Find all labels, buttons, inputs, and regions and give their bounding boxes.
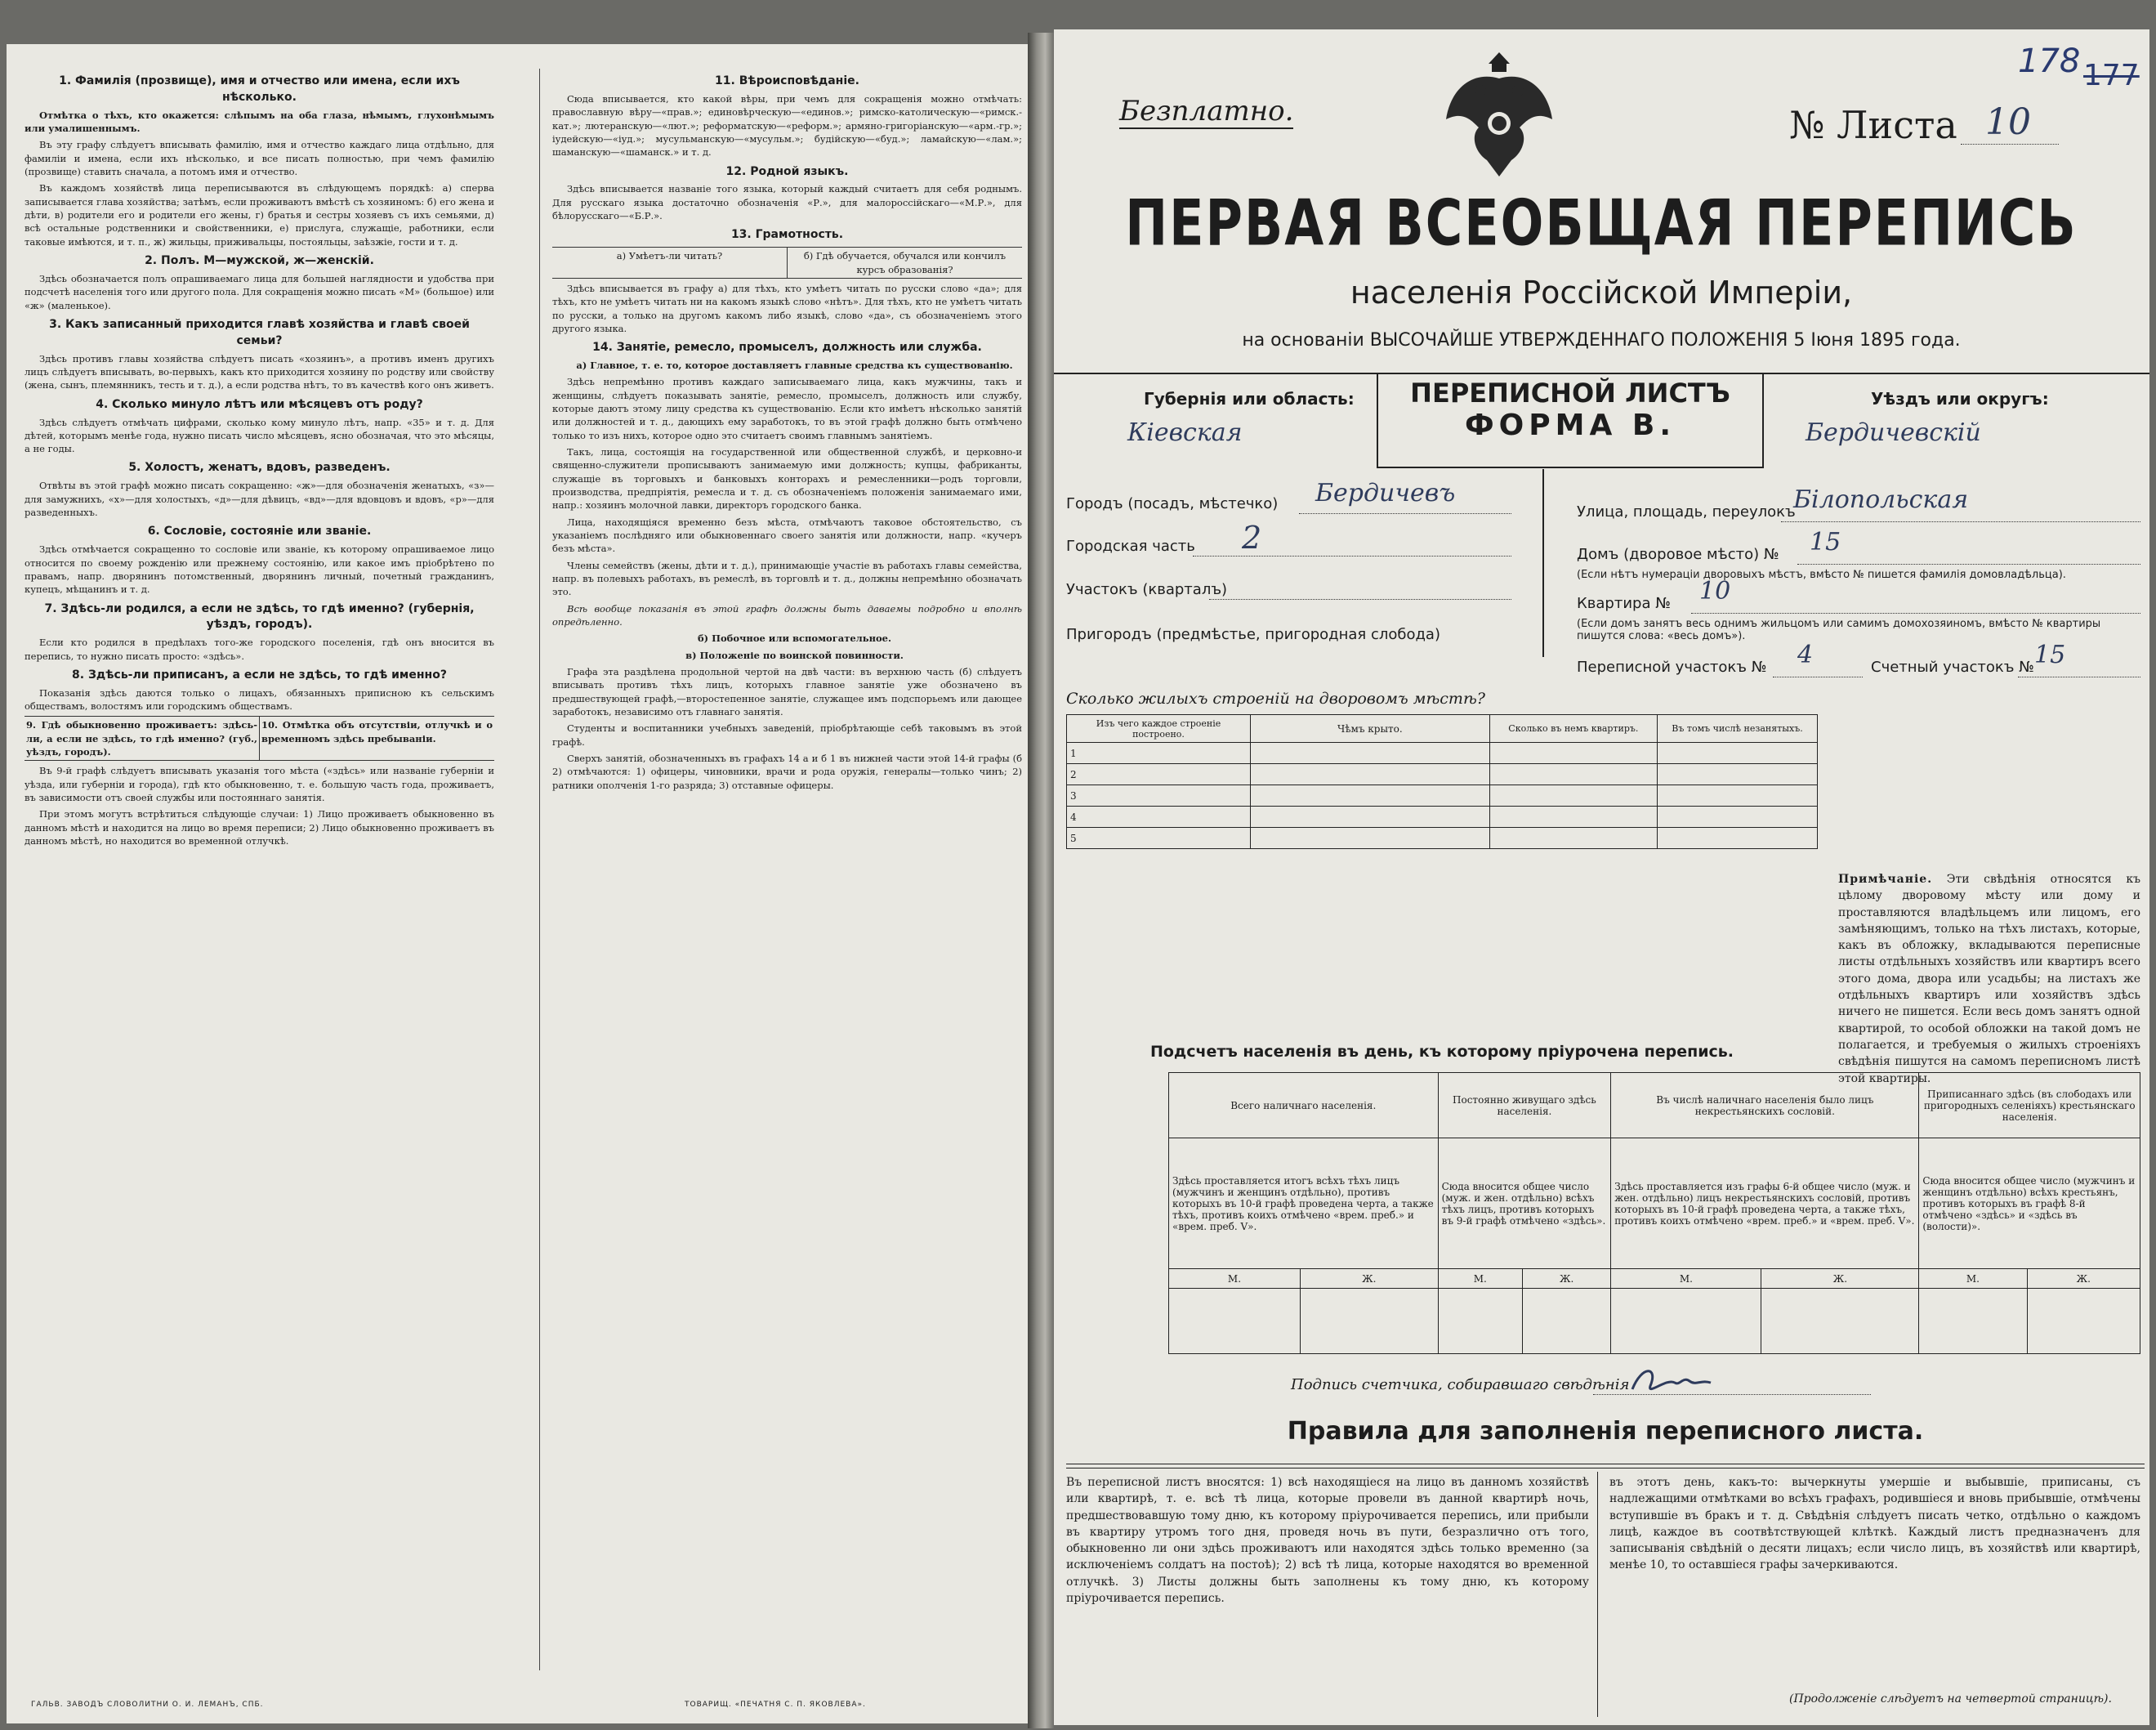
house-label: Домъ (дворовое мѣсто) №	[1577, 546, 1779, 563]
text: Такъ, лица, состоящія на государственной или общественной службѣ, и церковно-и священно-служители прописываютъ занимаемую ими должность; купцы, фабриканты, служащіе въ торговыхъ и банковыхъ конторахъ и ремесленники—родъ торговли, производства, предпріятія, ремесла и т. д. съ обозначеніемъ положенія занимаемаго ими, напр.: хозяинъ молочной лавки, директоръ городского банка.	[552, 446, 1022, 512]
left-page	[7, 44, 1028, 1723]
census-district-label: Переписной участокъ №	[1577, 659, 1767, 676]
table-row: 5	[1067, 828, 1251, 849]
text: Показанія здѣсь даются только о лицахъ, обязанныхъ приписною къ сельскимъ обществамъ, волостямъ или городскимъ обществамъ.	[25, 686, 494, 713]
sheet-number-value: 10	[1985, 101, 2031, 143]
flat-note: (Если домъ занятъ весь однимъ жильцомъ или самимъ домохозяиномъ, вмѣсто № квартиры пишутся слова: «весь домъ»).	[1577, 618, 2101, 642]
archive-page-number: 178	[2018, 42, 2081, 80]
text: Отмѣтка о тѣхъ, кто окажется: слѣпымъ на оба глаза, нѣмымъ, глухонѣмымъ или умалишеннымъ.	[25, 109, 494, 135]
male-col: М.	[1169, 1269, 1301, 1289]
note-heading: Примѣчаніе.	[1838, 873, 1933, 886]
archive-page-number-old: 177	[2083, 59, 2140, 92]
text: Здѣсь обозначается полъ опрашиваемаго лица для большей наглядности и удобства при подсчетѣ населенія того или другого пола. Для сокращенія можно писать «М» (большое) или «ж» (маленькое).	[25, 272, 494, 311]
city-part-value: 2	[1242, 520, 1262, 556]
tally-header: Приписаннаго здѣсь (въ слободахъ или пригородныхъ селеніяхъ) крестьянскаго населенія.	[1919, 1073, 2140, 1138]
printer-note-left: ГАЛЬВ. ЗАВОДЪ СЛОВОЛИТНИ О. И. ЛЕМАНЪ, СПБ.	[31, 1701, 264, 1709]
text: Члены семействъ (жены, дѣти и т. д.), принимающіе участіе въ работахъ главы семейства, напр. въ полевыхъ работахъ, въ ремеслѣ, въ торговлѣ и т. д., должны непремѣнно обозначать это.	[552, 559, 1022, 598]
form-title: ПЕРЕПИСНОЙ ЛИСТЪ	[1410, 378, 1730, 409]
suburb-label: Пригородъ (предмѣстье, пригородная слобода)	[1066, 626, 1440, 643]
subheading: в) Положеніе по воинской повинности.	[685, 649, 904, 661]
heading-1: 1. Фамилія (прозвище), имя и отчество или имена, если ихъ нѣсколько.	[59, 74, 460, 104]
house-note: (Если нѣтъ нумераціи дворовыхъ мѣстъ, вмѣсто № пишется фамилія домовладѣльца).	[1577, 569, 2066, 581]
heading-6: 6. Сословіе, состояніе или званіе.	[147, 525, 372, 539]
tally-desc: Сюда вносится общее число (мужчинъ и женщинъ отдѣльно) всѣхъ крестьянъ, противъ которыхъ въ графѣ 8-й отмѣчено «здѣсь» и «здѣсь въ (волости)».	[1919, 1138, 2140, 1269]
free-label: Безплатно.	[1119, 95, 1294, 127]
house-value: 15	[1810, 528, 1841, 557]
street-label: Улица, площадь, переулокъ	[1577, 503, 1796, 521]
uezd-value: Бердичевскій	[1806, 418, 1981, 447]
text: Всѣ вообще показанія въ этой графѣ должны быть даваемы подробно и вполнѣ опредѣленно.	[552, 602, 1022, 628]
heading-9: 9. Гдѣ обыкновенно проживаетъ: здѣсь-ли, а если не здѣсь, то гдѣ именно? (губ., уѣздъ, городъ).	[25, 717, 260, 760]
table-row: 1	[1067, 743, 1251, 764]
text: Здѣсь отмѣчается сокращенно то сословіе или званіе, къ которому опрашиваемое лицо относится по своему рожденію или прежнему состоянію, или какое имъ пріобрѣтено по правамъ, напр. дворянинъ потомственный, дворянинъ личный, почетный гражданинъ, купецъ, мѣщанинъ и т. д.	[25, 543, 494, 596]
heading-4: 4. Сколько минуло лѣтъ или мѣсяцевъ отъ роду?	[96, 397, 423, 411]
table-row: 4	[1067, 807, 1251, 828]
male-col: М.	[1611, 1269, 1761, 1289]
buildings-header: Чѣмъ крыто.	[1251, 715, 1490, 743]
city-label: Городъ (посадъ, мѣстечко)	[1066, 495, 1279, 512]
rules-right-column: въ этотъ день, какъ-то: вычеркнуты умершіе и выбывшіе, приписаны, съ надлежащими отмѣтками во всѣхъ графахъ, родившіеся и вновь прибывшіе, отмѣчены вступившіе въ бракъ и т. д. Свѣдѣнія слѣдуетъ писать четко, отдѣльно о каждомъ лицѣ, каждое въ соотвѣтствующей клѣткѣ. Каждый листъ предназначенъ для записыванія свѣдѣній о десяти лицахъ; если число лицъ, въ хозяйствѣ или квартирѣ, менѣе 10, то оставшіеся графы зачеркиваются.	[1609, 1476, 2140, 1572]
text: При этомъ могутъ встрѣтиться слѣдующіе случаи: 1) Лицо проживаетъ обыкновенно въ данномъ мѣстѣ и находится на лицо во время переписи; 2) Лицо обыкновенно проживаетъ въ данномъ мѣстѣ, но находится во временной отлучкѣ.	[25, 808, 494, 847]
counter-signature	[1626, 1361, 1716, 1402]
female-col: Ж.	[1522, 1269, 1610, 1289]
text: Отвѣты въ этой графѣ можно писать сокращенно: «ж»—для обозначенія женатыхъ, «з»—для замужнихъ, «х»—для холостыхъ, «д»—для дѣвицъ, «вд»—для вдовцовъ и вдовъ, «р»—для разведенныхъ.	[25, 480, 494, 519]
heading-14: 14. Занятіе, ремесло, промыселъ, должность или служба.	[592, 341, 982, 355]
heading-13: 13. Грамотность.	[730, 228, 844, 242]
literacy-question-a: а) Умѣетъ-ли читать?	[552, 248, 788, 278]
tally-desc: Здѣсь проставляется изъ графы 6-й общее число (муж. и жен. отдѣльно) лицъ некрестьянскихъ сословій, противъ которыхъ въ 10-й графѣ проведена черта, а также тѣхъ, противъ коихъ отмѣчено «врем. преб.» и «врем. преб. V».	[1611, 1138, 1919, 1269]
census-subtitle: населенія Россійской Имперіи,	[1350, 275, 1853, 311]
text: Здѣсь слѣдуетъ отмѣчать цифрами, сколько кому минуло лѣтъ, напр. «35» и т. д. Для дѣтей, которымъ менѣе года, нужно писать число мѣсяцевъ, ясно обозначая, что это мѣсяцы, а не годы.	[25, 416, 494, 455]
city-value: Бердичевъ	[1315, 479, 1456, 507]
flat-line	[1691, 613, 2140, 614]
heading-3: 3. Какъ записанный приходится главѣ хозяйства и главѣ своей семьи?	[49, 317, 470, 347]
left-column-2	[552, 69, 1022, 795]
text: Сюда вписывается, кто какой вѣры, при чемъ для сокращенія можно отмѣчать: православную вѣру—«прав.»; единовѣрческую—«единов.»; римско-католическую—«римск.-кат.»; лютеранскую—«лют.»; реформатскую—«реформ.»; армяно-григоріанскую—«арм.-гр.»; іудейскую—«іуд.»; мусульманскую—«мусульм.»; будійскую—«буд.»; ламайскую—«лам.»; шаманскую—«шаманск.» и т. д.	[552, 92, 1022, 159]
text: Здѣсь вписывается въ графу а) для тѣхъ, кто умѣетъ читать по русски слово «да»; для тѣхъ, кто не умѣетъ читать ни на какомъ языкѣ слово «нѣтъ». Для тѣхъ, кто не умѣетъ читать по русски, а только на другомъ какомъ либо языкѣ, слово «да», съ обозначеніемъ этого другого языка.	[552, 282, 1022, 334]
female-col: Ж.	[1761, 1269, 1919, 1289]
text: Здѣсь противъ главы хозяйства слѣдуетъ писать «хозяинъ», а противъ именъ другихъ лицъ слѣдуетъ вписывать, во-первыхъ, какъ кто приходится хозяину по родству или свойству (жена, сынъ, племянникъ, тесть и т. д.), а если родства нѣтъ, то въ качествѣ кого онъ живетъ.	[25, 352, 494, 391]
male-col: М.	[1919, 1269, 2027, 1289]
form-type: ФОРМА В.	[1464, 409, 1676, 442]
section-line	[1209, 599, 1511, 600]
text: Лица, находящіяся временно безъ мѣста, отмѣчаютъ таковое обстоятельство, съ указаніемъ послѣдняго или обыкновеннаго своего занятія или должности, напр. «кучеръ безъ мѣста».	[552, 516, 1022, 555]
gubernia-label: Губернія или область:	[1144, 389, 1355, 409]
buildings-table	[1066, 714, 1818, 849]
buildings-header: Изъ чего каждое строеніе построено.	[1067, 715, 1251, 743]
tally-header: Въ числѣ наличнаго населенія было лицъ некрестьянскихъ сословій.	[1611, 1073, 1919, 1138]
tally-table	[1168, 1072, 2140, 1354]
street-value: Білопольская	[1793, 485, 1969, 514]
flat-value: 10	[1699, 577, 1731, 606]
text: Здѣсь непремѣнно противъ каждаго записываемаго лица, какъ мужчины, такъ и женщины, слѣдуетъ показывать занятіе, ремесло, промыселъ, должность или службу, которые даютъ этому лицу средства къ существованію. Если кто имѣетъ нѣсколько занятій или должностей и т. д., дающихъ ему заработокъ, то въ этой графѣ должно быть отмѣчено только то изъ нихъ, которое одно это считаетъ своимъ главнымъ занятіемъ.	[552, 376, 1022, 441]
flat-label: Квартира №	[1577, 595, 1671, 612]
subheading: а) Главное, т. е. то, которое доставляетъ главные средства къ существованію.	[576, 360, 1013, 372]
city-part-label: Городская часть	[1066, 538, 1195, 555]
text: Въ 9-й графѣ слѣдуетъ вписывать указанія того мѣста («здѣсь» или названіе губерніи и уѣзда, или губерніи и города), гдѣ кто обыкновенно, т. е. большую часть года, проживаетъ, въ зависимости отъ своей службы или постояннаго занятія.	[25, 765, 494, 804]
sheet-number-line	[1961, 144, 2059, 145]
heading-7: 7. Здѣсь-ли родился, а если не здѣсь, то гдѣ именно? (губернія, уѣздъ, городъ).	[44, 601, 475, 632]
literacy-question-b: б) Гдѣ обучается, обучался или кончилъ курсъ образованія?	[803, 250, 1007, 275]
heading-11: 11. Вѣроисповѣданіе.	[715, 74, 859, 87]
part-line	[1193, 556, 1511, 557]
continued-note: (Продолженіе слѣдуетъ на четвертой страницѣ).	[1789, 1692, 2112, 1705]
table-row: 3	[1067, 785, 1251, 807]
rules-title: Правила для заполненія переписного листа.	[1287, 1417, 1924, 1446]
buildings-header: Въ томъ числѣ незанятыхъ.	[1658, 715, 1818, 743]
rules-rule	[1066, 1464, 2145, 1468]
text: Въ эту графу слѣдуетъ вписывать фамилію, имя и отчество каждаго лица отдѣльно, для фамиліи и имена, если ихъ нѣсколько, и все писать полностью, при чемъ фамилію (прозвище) ставить сначала, а потомъ имя и отчество.	[25, 139, 494, 178]
column-divider	[539, 69, 540, 1670]
city-line	[1299, 513, 1511, 514]
rules-left-column: Въ переписной листъ вносятся: 1) всѣ находящіеся на лицо въ данномъ хозяйствѣ или квартирѣ, т. е. всѣ тѣ лица, которые провели въ данной квартирѣ ночь, предшествовавшую тому дню, къ которому пріурочивается перепись, или прибыли въ квартиру утромъ того дня, проведя ночь въ пути, безразлично отъ того, обыкновенно ли они здѣсь проживаютъ или находятся здѣсь только временно (за исключеніемъ солдатъ на постоѣ); 2) всѣ тѣ лица, которые находятся во временной отлучкѣ. 3) Листы должны быть заполнены къ тому дню, къ которому пріурочивается перепись.	[1066, 1476, 1589, 1606]
text: Студенты и воспитанники учебныхъ заведеній, пріобрѣтающіе себѣ таковымъ въ этой графѣ.	[552, 722, 1022, 748]
double-headed-eagle-emblem	[1438, 46, 1560, 185]
buildings-header: Сколько въ немъ квартиръ.	[1489, 715, 1657, 743]
tally-desc: Здѣсь проставляется итогъ всѣхъ тѣхъ лицъ (мужчинъ и женщинъ отдѣльно), противъ которыхъ въ 10-й графѣ проведена черта, а также тѣхъ, противъ коихъ отмѣчено «врем. преб.» и «врем. преб. V».	[1169, 1138, 1439, 1269]
house-line	[1797, 564, 2140, 565]
rules-divider	[1597, 1472, 1598, 1717]
tally-header: Всего наличнаго населенія.	[1169, 1073, 1439, 1138]
census-district-value: 4	[1797, 641, 1814, 669]
gubernia-value: Кіевская	[1127, 418, 1243, 447]
signature-label: Подпись счетчика, собиравшаго свѣдѣнія	[1291, 1376, 1630, 1393]
uezd-label: Уѣздъ или округъ:	[1871, 389, 2049, 409]
text: Если кто родился в предѣлахъ того-же городского поселенія, гдѣ онъ вносится въ перепись, то нужно писать просто: «здѣсь».	[25, 637, 494, 662]
note-text: Эти свѣдѣнія относятся къ цѣлому дворовому мѣсту или дому и проставляются владѣльцемъ или лицомъ, его замѣняющимъ, только на тѣхъ листахъ, которые, какъ въ обложку, вкладываются переписные листы отдѣльныхъ хозяйствъ или квартиръ всего этого дома, двора или усадьбы; на листахъ же отдѣльныхъ квартиръ или хозяйствъ здѣсь ничего не пишется. Если весь домъ занятъ одной квартирой, то особой обложки на такой домъ не полагается, и требуемыя о жилыхъ строеніяхъ свѣдѣнія пишутся на самомъ переписномъ листѣ этой квартиры.	[1838, 873, 2140, 1085]
text: Сверхъ занятій, обозначенныхъ въ графахъ 14 а и б 1 въ нижней части этой 14-й графы (б 2) отмѣчаются: 1) офицеры, чиновники, врачи и рода оружія, генералы—только чинъ; 2) ратники ополченія 1-го разряда; 3) отставные офицеры.	[552, 752, 1022, 791]
female-col: Ж.	[1300, 1269, 1438, 1289]
male-col: М.	[1438, 1269, 1522, 1289]
sheet-number-label: № Листа	[1789, 103, 1957, 147]
tally-title: Подсчетъ населенія въ день, къ которому пріурочена перепись.	[1149, 1043, 1734, 1061]
text: Въ каждомъ хозяйствѣ лица переписываются въ слѣдующемъ порядкѣ: а) сперва записывается глава хозяйства; затѣмъ, если проживаютъ вмѣстѣ съ хозяиномъ: б) его жена и дѣти, в) родители его и родители его жены, г) братья и сестры хозяевъ съ ихъ семьями, д) всѣ остальные родственники и свойственники, е) прислуга, служащіе, работники, если таковые имѣются, и т. п., ж) жильцы, приживальцы, постояльцы, заѣзжіе, гости и т. д.	[25, 182, 494, 248]
text: Графа эта раздѣлена продольной чертой на двѣ части: въ верхнюю часть (б) слѣдуетъ вписывать противъ тѣхъ лицъ, которыхъ главное занятіе уже обозначено въ предшествующей графѣ,—второстепенное занятіе, служащее имъ подспорьемъ или дающее заработокъ, независимо отъ главнаго занятія.	[552, 665, 1022, 717]
right-page	[1054, 29, 2149, 1725]
census-title: ПЕРВАЯ ВСЕОБЩАЯ ПЕРЕПИСЬ	[1125, 185, 2078, 261]
text: Здѣсь вписывается названіе того языка, который каждый считаетъ для себя роднымъ. Для русскаго языка достаточно обозначенія «Р.», для малороссійскаго—«М.Р.», для бѣлорусскаго—«Б.Р.».	[552, 183, 1022, 222]
heading-12: 12. Родной языкъ.	[725, 164, 849, 178]
census-basis: на основаніи ВЫСОЧАЙШЕ УТВЕРЖДЕННАГО ПОЛОЖЕНІЯ 5 Іюня 1895 года.	[1242, 330, 1961, 351]
tally-header: Постоянно живущаго здѣсь населенія.	[1438, 1073, 1611, 1138]
heading-2: 2. Полъ. М—мужской, ж—женскій.	[145, 254, 374, 268]
heading-10: 10. Отмѣтка объ отсутствіи, отлучкѣ и о временномъ здѣсь пребываніи.	[261, 719, 493, 744]
street-line	[1781, 521, 2140, 522]
section-label: Участокъ (кварталъ)	[1066, 581, 1228, 598]
heading-5: 5. Холостъ, женатъ, вдовъ, разведенъ.	[128, 461, 391, 475]
subheading: б) Побочное или вспомогательное.	[698, 633, 891, 645]
left-column-1	[25, 69, 494, 851]
heading-8: 8. Здѣсь-ли приписанъ, а если не здѣсь, то гдѣ именно?	[72, 668, 447, 682]
buildings-note	[1838, 871, 2140, 1087]
female-col: Ж.	[2027, 1269, 2140, 1289]
tally-desc: Сюда вносится общее число (муж. и жен. отдѣльно) всѣхъ тѣхъ лицъ, противъ которыхъ въ 9-й графѣ отмѣчено «здѣсь».	[1438, 1138, 1611, 1269]
book-gutter	[1028, 33, 1054, 1728]
buildings-question: Сколько жилыхъ строеній на дворовомъ мѣстѣ?	[1066, 690, 1485, 708]
table-row: 2	[1067, 764, 1251, 785]
divider	[1542, 469, 1544, 657]
count-district-label: Счетный участокъ №	[1871, 659, 2034, 676]
form-title-box	[1377, 373, 1764, 468]
printer-note-right: ТОВАРИЩ. «ПЕЧАТНЯ С. П. ЯКОВЛЕВА».	[685, 1701, 866, 1709]
count-district-value: 15	[2034, 641, 2066, 669]
